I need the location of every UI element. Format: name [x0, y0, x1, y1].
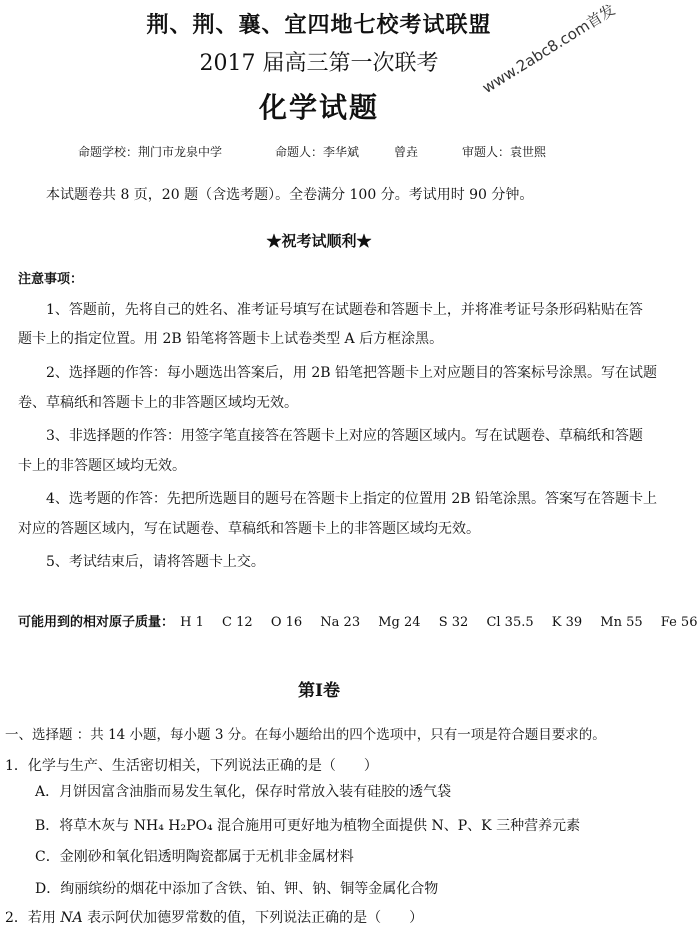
- atomic-mass-c: C 12: [222, 615, 253, 630]
- author-school: 命题学校：荆门市龙泉中学: [78, 145, 223, 159]
- notice-item-1-cont: 题卡上的指定位置。用 2B 铅笔将答题卡上试卷类型 A 后方框涂黑。: [18, 331, 444, 347]
- question-1-option-b: B．将草木灰与 NH₄ H₂PO₄ 混合施用可更好地为植物全面提供 N、P、K 三种营养元素: [35, 818, 581, 834]
- exam-session-title: 2017 届高三第一次联考: [199, 51, 439, 76]
- volume-heading: 第Ⅰ卷: [298, 681, 340, 701]
- notice-heading: 注意事项：: [18, 272, 84, 287]
- question-1-stem: 1．化学与生产、生活密切相关，下列说法正确的是（ ）: [5, 758, 378, 774]
- question-2-stem: [5, 907, 423, 927]
- notice-item-2-cont: 卷、草稿纸和答题卡上的非答题区域均无效。: [18, 395, 298, 411]
- atomic-mass-o: O 16: [270, 615, 303, 630]
- section-1-heading: 一、选择题 ：共 14 小题，每小题 3 分。在每小题给出的四个选项中，只有一项是符合题目要求的。: [5, 727, 606, 743]
- author-name-2: 曾垚: [394, 145, 419, 159]
- watermark: www.2abc8.com首发: [479, 0, 619, 97]
- question-2-prefix: 2．若用: [5, 910, 61, 926]
- notice-item-5: 5、考试结束后，请将答题卡上交。: [46, 554, 265, 570]
- question-2-suffix: 表示阿伏加德罗常数的值，下列说法正确的是（ ）: [82, 910, 424, 926]
- atomic-mass-mg: Mg 24: [378, 615, 421, 630]
- good-luck-line: ★祝考试顺利★: [266, 232, 372, 250]
- notice-item-3-cont: 卡上的非答题区域均无效。: [18, 458, 186, 474]
- question-1-option-c: C．金刚砂和氧化铝透明陶瓷都属于无机非金属材料: [35, 849, 354, 865]
- notice-item-3: 3、非选择题的作答：用签字笔直接答在答题卡上对应的答题区域内。写在试题卷、草稿纸和答题: [46, 428, 643, 444]
- notice-item-4-cont: 对应的答题区域内，写在试题卷、草稿纸和答题卡上的非答题区域均无效。: [18, 521, 480, 537]
- question-1-option-a: A．月饼因富含油脂而易发生氧化，保存时常放入装有硅胶的透气袋: [35, 784, 452, 800]
- atomic-mass-na: Na 23: [320, 615, 361, 630]
- atomic-mass-s: S 32: [438, 615, 469, 630]
- atomic-mass-label: 可能用到的相对原子质量：: [18, 615, 175, 630]
- atomic-mass-line: [18, 611, 697, 630]
- avogadro-symbol: NA: [60, 910, 83, 926]
- exam-league-title: 荆、荆、襄、宜四地七校考试联盟: [146, 12, 492, 38]
- author-name: 命题人：李华斌: [275, 145, 360, 159]
- notice-item-1: 1、答题前，先将自己的姓名、准考证号填写在试题卷和答题卡上，并将准考证号条形码粘贴在答: [46, 302, 643, 318]
- reviewer-name: 审题人：袁世熙: [462, 145, 547, 159]
- atomic-mass-cl: Cl 35.5: [486, 615, 534, 630]
- atomic-mass-h: H 1: [180, 615, 204, 630]
- notice-item-4: 4、选考题的作答：先把所选题目的题号在答题卡上指定的位置用 2B 铅笔涂黑。答案写在答题卡上: [46, 491, 658, 507]
- question-1-option-d: D．绚丽缤纷的烟花中添加了含铁、铂、钾、钠、铜等金属化合物: [35, 881, 439, 897]
- subject-title: 化学试题: [258, 91, 379, 124]
- intro-text: 本试题卷共 8 页，20 题（含选考题）。全卷满分 100 分。考试用时 90 分钟。: [46, 187, 534, 203]
- atomic-mass-k: K 39: [551, 615, 583, 630]
- notice-item-2: 2、选择题的作答：每小题选出答案后，用 2B 铅笔把答题卡上对应题目的答案标号涂黑。写在试题: [46, 365, 658, 381]
- atomic-mass-fe: Fe 56: [660, 615, 697, 630]
- atomic-mass-mn: Mn 55: [600, 615, 643, 630]
